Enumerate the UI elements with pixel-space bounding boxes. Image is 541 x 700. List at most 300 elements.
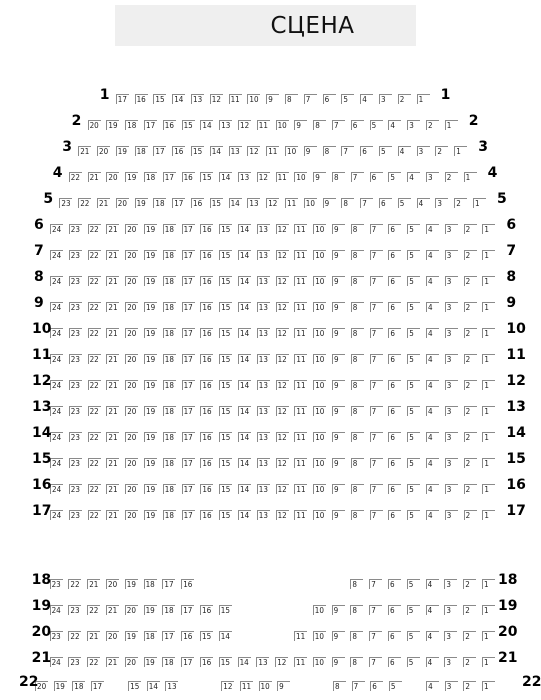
seat[interactable]: 21 [108, 407, 118, 416]
seat[interactable]: 7 [369, 631, 382, 641]
seat[interactable]: 16 [202, 511, 212, 520]
seat[interactable]: 21 [108, 658, 118, 667]
seat[interactable]: 23 [51, 632, 61, 641]
seat[interactable]: 16 [202, 433, 212, 442]
seat[interactable]: 21 [108, 606, 118, 615]
seat[interactable]: 20 [127, 407, 137, 416]
seat[interactable]: 1 [482, 276, 495, 286]
seat[interactable]: 1 [482, 250, 495, 260]
seat[interactable]: 9 [332, 224, 345, 234]
seat[interactable]: 10 [296, 173, 306, 182]
seat[interactable]: 13 [258, 329, 268, 338]
seat[interactable]: 16 [202, 381, 212, 390]
seat[interactable]: 17 [164, 580, 174, 589]
seat[interactable]: 16 [202, 303, 212, 312]
seat[interactable]: 21 [108, 277, 118, 286]
seat[interactable]: 17 [183, 658, 193, 667]
seat[interactable]: 15 [221, 407, 231, 416]
seat[interactable]: 3 [445, 510, 458, 520]
seat[interactable]: 8 [351, 406, 364, 416]
seat[interactable]: 20 [127, 381, 137, 390]
seat[interactable]: 17 [174, 199, 184, 208]
seat[interactable]: 23 [70, 225, 80, 234]
seat[interactable]: 6 [323, 94, 336, 104]
seat[interactable]: 18 [164, 277, 174, 286]
seat[interactable]: 6 [388, 458, 401, 468]
seat[interactable]: 7 [370, 224, 383, 234]
seat[interactable]: 15 [183, 121, 193, 130]
seat[interactable]: 19 [126, 580, 136, 589]
seat[interactable]: 6 [388, 380, 401, 390]
seat[interactable]: 18 [164, 485, 174, 494]
seat[interactable]: 23 [70, 606, 80, 615]
seat[interactable]: 24 [52, 459, 62, 468]
seat[interactable]: 11 [258, 121, 268, 130]
seat[interactable]: 5 [388, 172, 401, 182]
seat[interactable]: 22 [89, 303, 99, 312]
seat[interactable]: 12 [277, 381, 287, 390]
seat[interactable]: 7 [370, 276, 383, 286]
seat[interactable]: 4 [407, 172, 420, 182]
seat[interactable]: 5 [407, 250, 420, 260]
seat[interactable]: 3 [407, 120, 420, 130]
seat[interactable]: 12 [277, 355, 287, 364]
seat[interactable]: 3 [417, 146, 430, 156]
seat[interactable]: 19 [136, 199, 146, 208]
seat[interactable]: 7 [370, 250, 383, 260]
seat[interactable]: 13 [258, 251, 268, 260]
seat[interactable]: 11 [287, 199, 297, 208]
seat[interactable]: 23 [70, 459, 80, 468]
seat[interactable]: 7 [370, 302, 383, 312]
seat[interactable]: 12 [268, 199, 278, 208]
seat[interactable]: 6 [388, 484, 401, 494]
seat[interactable]: 13 [240, 173, 250, 182]
seat[interactable]: 3 [445, 224, 458, 234]
seat[interactable]: 13 [258, 381, 268, 390]
seat[interactable]: 12 [277, 511, 287, 520]
seat[interactable]: 7 [370, 328, 383, 338]
seat[interactable]: 11 [296, 433, 306, 442]
seat[interactable]: 16 [202, 658, 212, 667]
seat[interactable]: 15 [211, 199, 221, 208]
seat[interactable]: 18 [164, 329, 174, 338]
seat[interactable]: 22 [89, 355, 99, 364]
seat[interactable]: 12 [258, 173, 268, 182]
seat[interactable]: 6 [388, 510, 401, 520]
seat[interactable]: 6 [388, 432, 401, 442]
seat[interactable]: 10 [260, 682, 270, 691]
seat[interactable]: 17 [183, 329, 193, 338]
seat[interactable]: 6 [388, 302, 401, 312]
seat[interactable]: 6 [388, 605, 401, 615]
seat[interactable]: 4 [426, 354, 439, 364]
seat[interactable]: 4 [398, 146, 411, 156]
seat[interactable]: 14 [240, 251, 250, 260]
seat[interactable]: 8 [285, 94, 298, 104]
seat[interactable]: 8 [323, 146, 336, 156]
seat[interactable]: 7 [369, 605, 382, 615]
seat[interactable]: 10 [315, 511, 325, 520]
seat[interactable]: 17 [183, 511, 193, 520]
seat[interactable]: 2 [464, 224, 477, 234]
seat[interactable]: 2 [464, 380, 477, 390]
seat[interactable]: 8 [351, 328, 364, 338]
seat[interactable]: 14 [240, 433, 250, 442]
seat[interactable]: 1 [482, 380, 495, 390]
seat[interactable]: 11 [296, 407, 306, 416]
seat[interactable]: 7 [370, 458, 383, 468]
seat[interactable]: 9 [332, 657, 345, 667]
seat[interactable]: 2 [435, 146, 448, 156]
seat[interactable]: 8 [351, 432, 364, 442]
seat[interactable]: 18 [164, 658, 174, 667]
seat[interactable]: 4 [426, 224, 439, 234]
seat[interactable]: 14 [240, 459, 250, 468]
seat[interactable]: 11 [268, 147, 278, 156]
seat[interactable]: 13 [249, 199, 259, 208]
seat[interactable]: 12 [223, 682, 233, 691]
seat[interactable]: 13 [258, 225, 268, 234]
seat[interactable]: 8 [350, 579, 363, 589]
seat[interactable]: 15 [221, 329, 231, 338]
seat[interactable]: 2 [464, 302, 477, 312]
seat[interactable]: 10 [315, 433, 325, 442]
seat[interactable]: 7 [352, 681, 365, 691]
seat[interactable]: 19 [145, 606, 155, 615]
seat[interactable]: 5 [389, 681, 402, 691]
seat[interactable]: 11 [296, 511, 306, 520]
seat[interactable]: 2 [464, 354, 477, 364]
seat[interactable]: 7 [370, 354, 383, 364]
seat[interactable]: 15 [202, 173, 212, 182]
seat[interactable]: 16 [202, 225, 212, 234]
seat[interactable]: 18 [164, 606, 174, 615]
seat[interactable]: 13 [167, 682, 177, 691]
seat[interactable]: 12 [277, 329, 287, 338]
seat[interactable]: 1 [482, 328, 495, 338]
seat[interactable]: 11 [296, 658, 306, 667]
seat[interactable]: 19 [146, 381, 156, 390]
seat[interactable]: 23 [70, 433, 80, 442]
seat[interactable]: 1 [445, 120, 458, 130]
seat[interactable]: 9 [277, 681, 290, 691]
seat[interactable]: 16 [174, 147, 184, 156]
seat[interactable]: 23 [70, 658, 80, 667]
seat[interactable]: 11 [296, 225, 306, 234]
seat[interactable]: 5 [407, 579, 420, 589]
seat[interactable]: 5 [407, 276, 420, 286]
seat[interactable]: 22 [70, 580, 80, 589]
seat[interactable]: 22 [89, 329, 99, 338]
seat[interactable]: 6 [388, 250, 401, 260]
seat[interactable]: 6 [388, 354, 401, 364]
seat[interactable]: 5 [407, 328, 420, 338]
seat[interactable]: 4 [426, 484, 439, 494]
seat[interactable]: 19 [145, 658, 155, 667]
seat[interactable]: 15 [193, 147, 203, 156]
seat[interactable]: 3 [444, 657, 457, 667]
seat[interactable]: 20 [126, 606, 136, 615]
seat[interactable]: 10 [315, 459, 325, 468]
seat[interactable]: 10 [315, 329, 325, 338]
seat[interactable]: 5 [407, 354, 420, 364]
seat[interactable]: 9 [294, 120, 307, 130]
seat[interactable]: 24 [51, 658, 61, 667]
seat[interactable]: 12 [277, 407, 287, 416]
seat[interactable]: 8 [351, 302, 364, 312]
seat[interactable]: 8 [350, 631, 363, 641]
seat[interactable]: 8 [350, 605, 363, 615]
seat[interactable]: 6 [388, 328, 401, 338]
seat[interactable]: 1 [482, 458, 495, 468]
seat[interactable]: 13 [258, 485, 268, 494]
seat[interactable]: 14 [202, 121, 212, 130]
seat[interactable]: 21 [108, 225, 118, 234]
seat[interactable]: 4 [426, 250, 439, 260]
seat[interactable]: 12 [211, 95, 221, 104]
seat[interactable]: 20 [127, 225, 137, 234]
seat[interactable]: 7 [370, 380, 383, 390]
seat[interactable]: 1 [482, 681, 495, 691]
seat[interactable]: 11 [277, 173, 287, 182]
seat[interactable]: 24 [52, 381, 62, 390]
seat[interactable]: 23 [61, 199, 71, 208]
seat[interactable]: 1 [482, 406, 495, 416]
seat[interactable]: 17 [183, 407, 193, 416]
seat[interactable]: 16 [202, 277, 212, 286]
seat[interactable]: 19 [146, 433, 156, 442]
seat[interactable]: 16 [202, 485, 212, 494]
seat[interactable]: 8 [350, 657, 363, 667]
seat[interactable]: 1 [482, 510, 495, 520]
seat[interactable]: 12 [277, 485, 287, 494]
seat[interactable]: 2 [464, 484, 477, 494]
seat[interactable]: 18 [164, 433, 174, 442]
seat[interactable]: 2 [463, 579, 476, 589]
seat[interactable]: 8 [341, 198, 354, 208]
seat[interactable]: 14 [240, 511, 250, 520]
seat[interactable]: 19 [108, 121, 118, 130]
seat[interactable]: 22 [89, 459, 99, 468]
seat[interactable]: 2 [398, 94, 411, 104]
seat[interactable]: 19 [146, 303, 156, 312]
seat[interactable]: 21 [108, 485, 118, 494]
seat[interactable]: 12 [277, 459, 287, 468]
seat[interactable]: 10 [315, 381, 325, 390]
seat[interactable]: 8 [332, 172, 345, 182]
seat[interactable]: 14 [221, 173, 231, 182]
seat[interactable]: 4 [426, 605, 439, 615]
seat[interactable]: 16 [183, 632, 193, 641]
seat[interactable]: 21 [80, 147, 90, 156]
seat[interactable]: 13 [258, 459, 268, 468]
seat[interactable]: 3 [445, 432, 458, 442]
seat[interactable]: 4 [426, 302, 439, 312]
seat[interactable]: 22 [89, 511, 99, 520]
seat[interactable]: 16 [136, 95, 146, 104]
seat[interactable]: 11 [241, 682, 252, 691]
seat[interactable]: 9 [332, 328, 345, 338]
seat[interactable]: 1 [482, 354, 495, 364]
seat[interactable]: 13 [258, 658, 268, 667]
seat[interactable]: 15 [221, 381, 231, 390]
seat[interactable]: 13 [258, 433, 268, 442]
seat[interactable]: 20 [127, 433, 137, 442]
seat[interactable]: 11 [296, 459, 306, 468]
seat[interactable]: 15 [155, 95, 165, 104]
seat[interactable]: 17 [155, 147, 165, 156]
seat[interactable]: 11 [296, 355, 306, 364]
seat[interactable]: 6 [370, 172, 383, 182]
seat[interactable]: 4 [426, 458, 439, 468]
seat[interactable]: 23 [70, 251, 80, 260]
seat[interactable]: 2 [464, 328, 477, 338]
seat[interactable]: 22 [89, 658, 99, 667]
seat[interactable]: 11 [296, 381, 306, 390]
seat[interactable]: 23 [70, 355, 80, 364]
seat[interactable]: 21 [108, 251, 118, 260]
seat[interactable]: 24 [51, 606, 61, 615]
seat[interactable]: 20 [108, 580, 118, 589]
seat[interactable]: 22 [89, 251, 99, 260]
seat[interactable]: 2 [463, 681, 476, 691]
seat[interactable]: 20 [99, 147, 109, 156]
seat[interactable]: 6 [388, 657, 401, 667]
seat[interactable]: 16 [183, 173, 193, 182]
seat[interactable]: 13 [230, 147, 240, 156]
seat[interactable]: 18 [164, 355, 174, 364]
seat[interactable]: 21 [108, 303, 118, 312]
seat[interactable]: 24 [52, 277, 62, 286]
seat[interactable]: 10 [315, 355, 325, 364]
seat[interactable]: 13 [258, 303, 268, 312]
seat[interactable]: 15 [221, 355, 231, 364]
seat[interactable]: 8 [351, 510, 364, 520]
seat[interactable]: 7 [360, 198, 373, 208]
seat[interactable]: 11 [230, 95, 240, 104]
seat[interactable]: 24 [52, 407, 62, 416]
seat[interactable]: 12 [277, 303, 287, 312]
seat[interactable]: 9 [332, 276, 345, 286]
seat[interactable]: 2 [445, 172, 458, 182]
seat[interactable]: 8 [351, 458, 364, 468]
seat[interactable]: 16 [183, 580, 193, 589]
seat[interactable]: 17 [146, 121, 156, 130]
seat[interactable]: 3 [444, 631, 457, 641]
seat[interactable]: 13 [258, 277, 268, 286]
seat[interactable]: 7 [370, 510, 383, 520]
seat[interactable]: 22 [70, 173, 80, 182]
seat[interactable]: 5 [407, 380, 420, 390]
seat[interactable]: 17 [183, 355, 193, 364]
seat[interactable]: 23 [70, 511, 80, 520]
seat[interactable]: 6 [388, 406, 401, 416]
seat[interactable]: 10 [314, 632, 324, 641]
seat[interactable]: 19 [146, 511, 156, 520]
seat[interactable]: 4 [426, 579, 439, 589]
seat[interactable]: 1 [482, 302, 495, 312]
seat[interactable]: 14 [240, 303, 250, 312]
seat[interactable]: 21 [89, 632, 99, 641]
seat[interactable]: 6 [388, 224, 401, 234]
seat[interactable]: 4 [426, 631, 439, 641]
seat[interactable]: 5 [370, 120, 383, 130]
seat[interactable]: 22 [89, 433, 99, 442]
seat[interactable]: 9 [332, 406, 345, 416]
seat[interactable]: 20 [127, 251, 137, 260]
seat[interactable]: 9 [332, 432, 345, 442]
seat[interactable]: 4 [426, 657, 439, 667]
seat[interactable]: 7 [332, 120, 345, 130]
seat[interactable]: 22 [80, 199, 90, 208]
seat[interactable]: 18 [145, 632, 155, 641]
seat[interactable]: 19 [117, 147, 127, 156]
seat[interactable]: 12 [277, 251, 287, 260]
seat[interactable]: 12 [277, 225, 287, 234]
seat[interactable]: 6 [388, 276, 401, 286]
seat[interactable]: 14 [174, 95, 184, 104]
seat[interactable]: 4 [417, 198, 430, 208]
seat[interactable]: 24 [52, 433, 62, 442]
seat[interactable]: 18 [164, 251, 174, 260]
seat[interactable]: 21 [108, 511, 118, 520]
seat[interactable]: 5 [379, 146, 392, 156]
seat[interactable]: 12 [277, 433, 287, 442]
seat[interactable]: 11 [296, 277, 306, 286]
seat[interactable]: 22 [89, 225, 99, 234]
seat[interactable]: 18 [136, 147, 146, 156]
seat[interactable]: 6 [360, 146, 373, 156]
seat[interactable]: 1 [482, 484, 495, 494]
seat[interactable]: 14 [240, 381, 250, 390]
seat[interactable]: 18 [127, 121, 137, 130]
seat[interactable]: 14 [240, 407, 250, 416]
seat[interactable]: 20 [127, 329, 137, 338]
seat[interactable]: 18 [164, 381, 174, 390]
seat[interactable]: 1 [482, 432, 495, 442]
seat[interactable]: 15 [202, 632, 212, 641]
seat[interactable]: 9 [313, 172, 326, 182]
seat[interactable]: 4 [426, 380, 439, 390]
seat[interactable]: 19 [146, 225, 156, 234]
seat[interactable]: 6 [388, 579, 401, 589]
seat[interactable]: 21 [108, 329, 118, 338]
seat[interactable]: 15 [221, 251, 231, 260]
seat[interactable]: 7 [304, 94, 317, 104]
seat[interactable]: 19 [146, 485, 156, 494]
seat[interactable]: 2 [464, 510, 477, 520]
seat[interactable]: 6 [388, 631, 401, 641]
seat[interactable]: 5 [407, 631, 420, 641]
seat[interactable]: 17 [183, 433, 193, 442]
seat[interactable]: 15 [221, 277, 231, 286]
seat[interactable]: 4 [388, 120, 401, 130]
seat[interactable]: 17 [183, 485, 193, 494]
seat[interactable]: 4 [426, 328, 439, 338]
seat[interactable]: 18 [164, 511, 174, 520]
seat[interactable]: 12 [240, 121, 250, 130]
seat[interactable]: 23 [70, 485, 80, 494]
seat[interactable]: 14 [240, 225, 250, 234]
seat[interactable]: 5 [407, 224, 420, 234]
seat[interactable]: 3 [445, 328, 458, 338]
seat[interactable]: 21 [108, 433, 118, 442]
seat[interactable]: 17 [164, 173, 174, 182]
seat[interactable]: 13 [258, 407, 268, 416]
seat[interactable]: 17 [183, 606, 193, 615]
seat[interactable]: 14 [211, 147, 221, 156]
